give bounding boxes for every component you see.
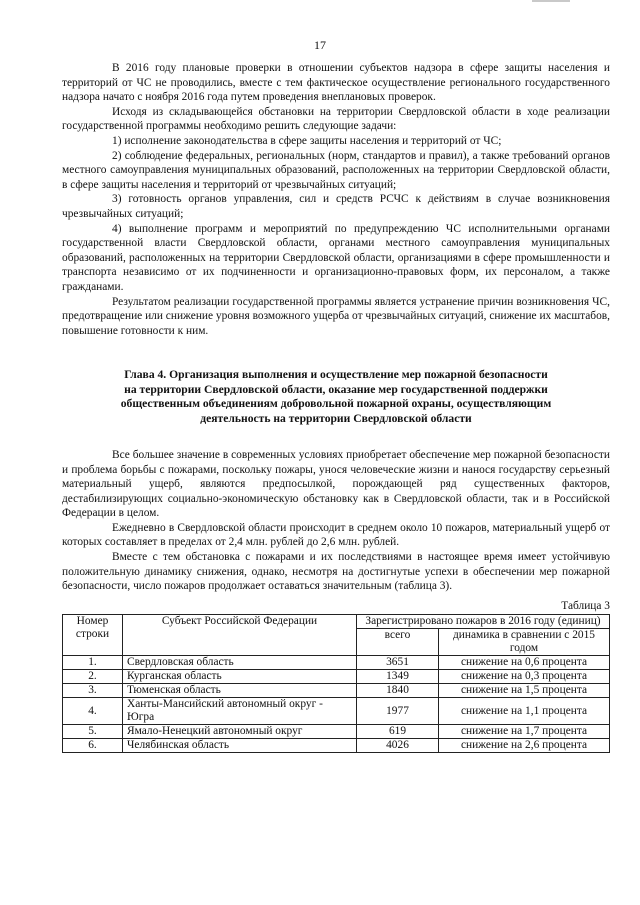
paragraph: Вместе с тем обстановка с пожарами и их последствиями в настоящее время имеет устойчивую положительную динамику снижения, однако, несмотря на достигнутые успехи в обеспечении мер пожарной безопасности, число пожаров продолжает оставаться значительным (таблица 3).	[62, 551, 610, 593]
header-row-number: Номер строки	[63, 615, 123, 656]
cell-dynamics: снижение на 2,6 процента	[439, 739, 610, 753]
table-row	[63, 725, 610, 739]
cell-total: 4026	[357, 739, 439, 753]
page-number: 17	[314, 38, 326, 52]
heading-line: Глава 4. Организация выполнения и осуществление мер пожарной безопасности	[124, 368, 548, 382]
header-dynamics: динамика в сравнении с 2015 годом	[439, 629, 610, 656]
cell-dynamics: снижение на 1,7 процента	[439, 725, 610, 739]
cell-number: 6.	[63, 739, 123, 753]
table-row	[63, 670, 610, 684]
cell-subject: Челябинская область	[123, 739, 357, 753]
paragraph: 1) исполнение законодательства в сфере защиты населения и территорий от ЧС;	[112, 134, 502, 147]
table-row	[63, 656, 610, 670]
cell-dynamics: снижение на 0,6 процента	[439, 656, 610, 670]
cell-dynamics: снижение на 1,5 процента	[439, 684, 610, 698]
heading-line: общественным объединениям добровольной пожарной охраны, осуществляющим	[120, 397, 552, 411]
cell-total: 619	[357, 725, 439, 739]
cell-dynamics: снижение на 0,3 процента	[439, 670, 610, 684]
cell-subject: Ханты-Мансийский автономный округ - Югра	[123, 698, 357, 725]
paragraph: В 2016 году плановые проверки в отношении субъектов надзора в сфере защиты населения и территорий от ЧС не проводились, вместе с тем фактическое осуществление регионального государственного надзора начато с ноября 2016 года путем проведения внеплановых проверок.	[62, 62, 610, 104]
cell-number: 5.	[63, 725, 123, 739]
cell-total: 1840	[357, 684, 439, 698]
header-registered: Зарегистрировано пожаров в 2016 году (единиц)	[357, 615, 610, 629]
cell-subject: Курганская область	[123, 670, 357, 684]
table-caption: Таблица 3	[561, 599, 610, 612]
paragraph: 3) готовность органов управления, сил и средств РСЧС к действиям в случае возникновения чрезвычайных ситуаций;	[62, 193, 610, 220]
chapter-heading	[62, 368, 610, 426]
section-fire-safety	[62, 448, 610, 594]
cell-total: 1977	[357, 698, 439, 725]
document-body	[62, 61, 610, 753]
cell-subject: Свердловская область	[123, 656, 357, 670]
cell-subject: Ямало-Ненецкий автономный округ	[123, 725, 357, 739]
cell-total: 3651	[357, 656, 439, 670]
scan-mark	[532, 0, 570, 2]
table-row	[63, 684, 610, 698]
paragraph: 2) соблюдение федеральных, региональных (норм, стандартов и правил), а также требований органов местного самоуправления муниципальных образований, расположенных на территории Свердловской области, в сфере защиты населения и территорий от чрезвычайных ситуаций;	[62, 149, 610, 191]
table-header-row	[63, 615, 610, 629]
paragraph: Результатом реализации государственной программы является устранение причин возникновения ЧС, предотвращение или снижение уровня возможного ущерба от чрезвычайных ситуаций, снижение их масштабов, повышение готовности к ним.	[62, 295, 610, 337]
heading-line: на территории Свердловской области, оказание мер государственной поддержки	[124, 382, 548, 396]
heading-line: деятельность на территории Свердловской области	[200, 411, 472, 425]
paragraph: Исходя из складывающейся обстановки на территории Свердловской области в ходе реализации государственной программы необходимо решить следующие задачи:	[62, 105, 610, 133]
header-total: всего	[357, 629, 439, 656]
cell-number: 1.	[63, 656, 123, 670]
cell-subject: Тюменская область	[123, 684, 357, 698]
section-tasks	[62, 61, 610, 338]
cell-number: 3.	[63, 684, 123, 698]
table-row	[63, 698, 610, 725]
table-row	[63, 739, 610, 753]
paragraph: 4) выполнение программ и мероприятий по предупреждению ЧС исполнительными органами государственной власти Свердловской области, органами местного самоуправления муниципальных образований, расположенных на территории Свердловской области, организациями в сфере промышленности и транспорта независимо от их подчиненности и организационно-правовых форм, их персоналом, а также гражданами.	[62, 222, 610, 293]
cell-number: 4.	[63, 698, 123, 725]
cell-total: 1349	[357, 670, 439, 684]
paragraph: Ежедневно в Свердловской области происходит в среднем около 10 пожаров, материальный ущерб от которых составляет в пределах от 2,4 млн. рублей до 2,6 млн. рублей.	[62, 521, 610, 549]
header-subject: Субъект Российской Федерации	[123, 615, 357, 656]
cell-number: 2.	[63, 670, 123, 684]
paragraph: Все большее значение в современных условиях приобретает обеспечение мер пожарной безопасности и проблема борьбы с пожарами, поскольку пожары, унося человеческие жизни и нанося государству серьезный материальный ущерб, являются предпосылкой, порождающей ряд существенных факторов, дестабилизирующих социально-экономическую обстановку как в Свердловской области, так и в Российской Федерации в целом.	[62, 448, 610, 520]
fires-table	[62, 614, 610, 753]
cell-dynamics: снижение на 1,1 процента	[439, 698, 610, 725]
